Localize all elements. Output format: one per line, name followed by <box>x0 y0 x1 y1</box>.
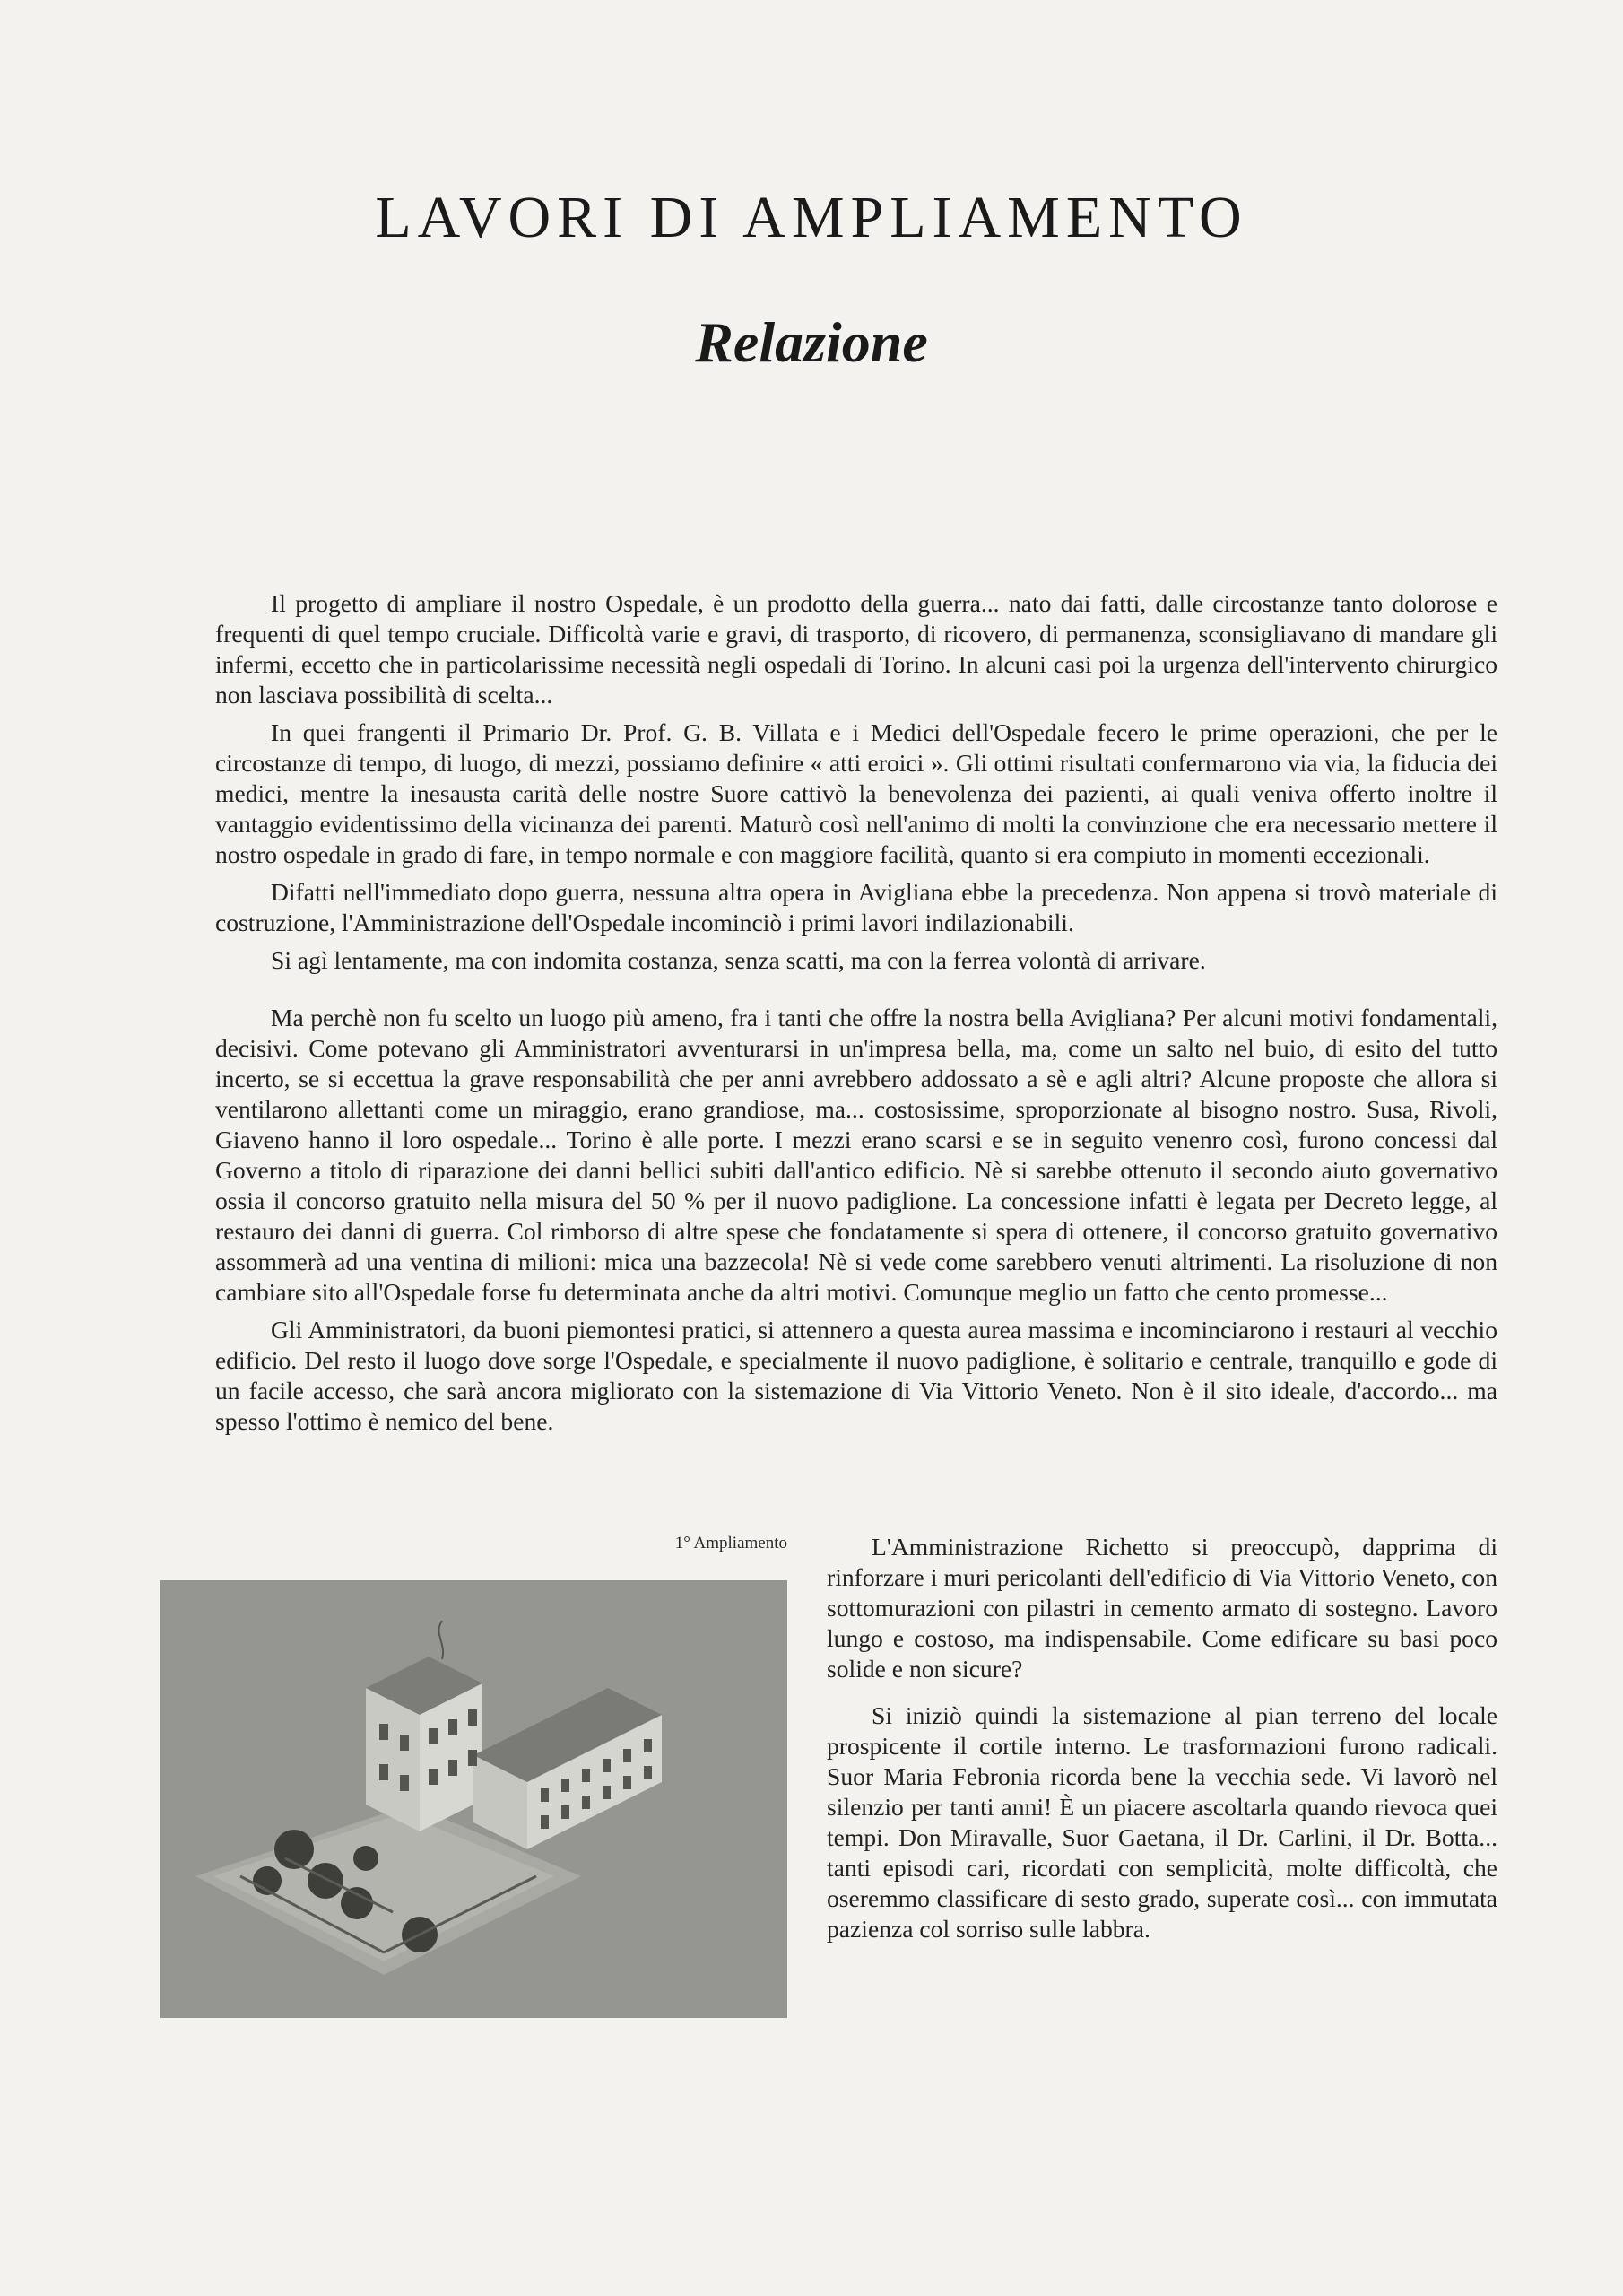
side-column <box>827 1532 1497 1961</box>
paragraph: L'Amministrazione Richetto si preoccupò, dapprima di rinforzare i muri pericolanti dell'edificio di Via Vittorio Veneto, con sottomurazioni con pilastri in cemento armato di sostegno. Lavoro lungo e costoso, ma indispensabile. Come edificare su basi poco solide e non sicure? <box>827 1533 1497 1683</box>
paragraph: Gli Amministratori, da buoni piemontesi pratici, si attennero a questa aurea massima e incominciarono i restauri al vecchio edificio. Del resto il luogo dove sorge l'Ospedale, e specialmente il nuovo padiglione, è solitario e centrale, tranquillo e gode di un facile accesso, che sarà ancora migliorato con la sistemazione di Via Vittorio Veneto. Non è il sito ideale, d'accordo... ma spesso l'ottimo è nemico del bene. <box>215 1316 1497 1435</box>
paragraph: Ma perchè non fu scelto un luogo più ameno, fra i tanti che offre la nostra bella Avigliana? Per alcuni motivi fondamentali, decisivi. Come potevano gli Amministratori avventurarsi in un'impresa bella, ma, come un salto nel buio, di esito del tutto incerto, se si eccettua la grave responsabilità che per anni avrebbero addossato a sè e agli altri? Alcune proposte che allora si ventilarono allettanti come un miraggio, erano grandiose, ma... costosissime, sproporzionate al bisogno nostro. Susa, Rivoli, Giaveno hanno il loro ospedale... Torino è alle porte. I mezzi erano scarsi e se in seguito venenro così, furono concessi dal Governo a titolo di riparazione dei danni bellici subiti dall'antico edificio. Nè si sarebbe ottenuto il secondo aiuto governativo ossia il concorso gratuito nella misura del 50 % per il nuovo padiglione. La concessione infatti è legata per Decreto legge, al restauro dei danni di guerra. Col rimborso di altre spese che fondatamente si spera di ottenere, il concorso gratuito governativo assommerà ad una ventina di milioni: mica una bazzecola! Nè si vede come sarebbero venuti altrimenti. La risoluzione di non cambiare sito all'Ospedale forse fu determinata anche da altri motivi. Comunque meglio un fatto che cento promesse... <box>215 1004 1497 1306</box>
page-subtitle: Relazione <box>695 310 928 374</box>
paragraph: Si agì lentamente, ma con indomita costanza, senza scatti, ma con la ferrea volontà di arrivare. <box>271 946 1206 974</box>
paragraph: Il progetto di ampliare il nostro Ospedale, è un prodotto della guerra... nato dai fatti, dalle circostanze tanto dolorose e frequenti di quel tempo cruciale. Difficoltà varie e gravi, di trasporto, di ricovero, di permanenza, sconsigliavano di mandare gli infermi, eccetto che in particolarissime necessità negli ospedali di Torino. In alcuni casi poi la urgenza dell'intervento chirurgico non lasciava possibilità di scelta... <box>215 589 1497 709</box>
paragraph: Difatti nell'immediato dopo guerra, nessuna altra opera in Avigliana ebbe la precedenza. Non appena si trovò materiale di costruzione, l'Amministrazione dell'Ospedale incominciò i primi lavori indilazionabili. <box>215 878 1497 936</box>
article-body <box>215 588 1497 1444</box>
hospital-building-illustration <box>160 1580 787 2018</box>
paragraph: In quei frangenti il Primario Dr. Prof. G. B. Villata e i Medici dell'Ospedale fecero le prime operazioni, che per le circostanze di tempo, di luogo, di mezzi, possiamo definire « atti eroici ». Gli ottimi risultati confermarono via via, la fiducia dei medici, mentre la inesausta carità delle nostre Suore cattivò la benevolenza dei pazienti, ai quali veniva offerto inoltre il vantaggio evidentissimo della vicinanza dei parenti. Maturò così nell'animo di molti la convinzione che era necessario mettere il nostro ospedale in grado di fare, in tempo normale e con maggiore facilità, quanto si era compiuto in momenti eccezionali. <box>215 718 1497 868</box>
figure-caption: 1° Ampliamento <box>674 1534 787 1552</box>
building-figure <box>160 1534 787 2018</box>
paragraph: Si iniziò quindi la sistemazione al pian terreno del locale prospicente il cortile interno. Le trasformazioni furono radicali. Suor Maria Febronia ricorda bene la vecchia sede. Vi lavorò nel silenzio per tanti anni! È un piacere ascoltarla quando rievoca quei tempi. Don Miravalle, Suor Gaetana, il Dr. Carlini, il Dr. Botta... tanti episodi cari, ricordati con semplicità, molte difficoltà, che oseremmo classificare di sesto grado, superate così... con immutata pazienza col sorriso sulle labbra. <box>827 1701 1497 1943</box>
page-title: LAVORI DI AMPLIAMENTO <box>375 185 1248 250</box>
